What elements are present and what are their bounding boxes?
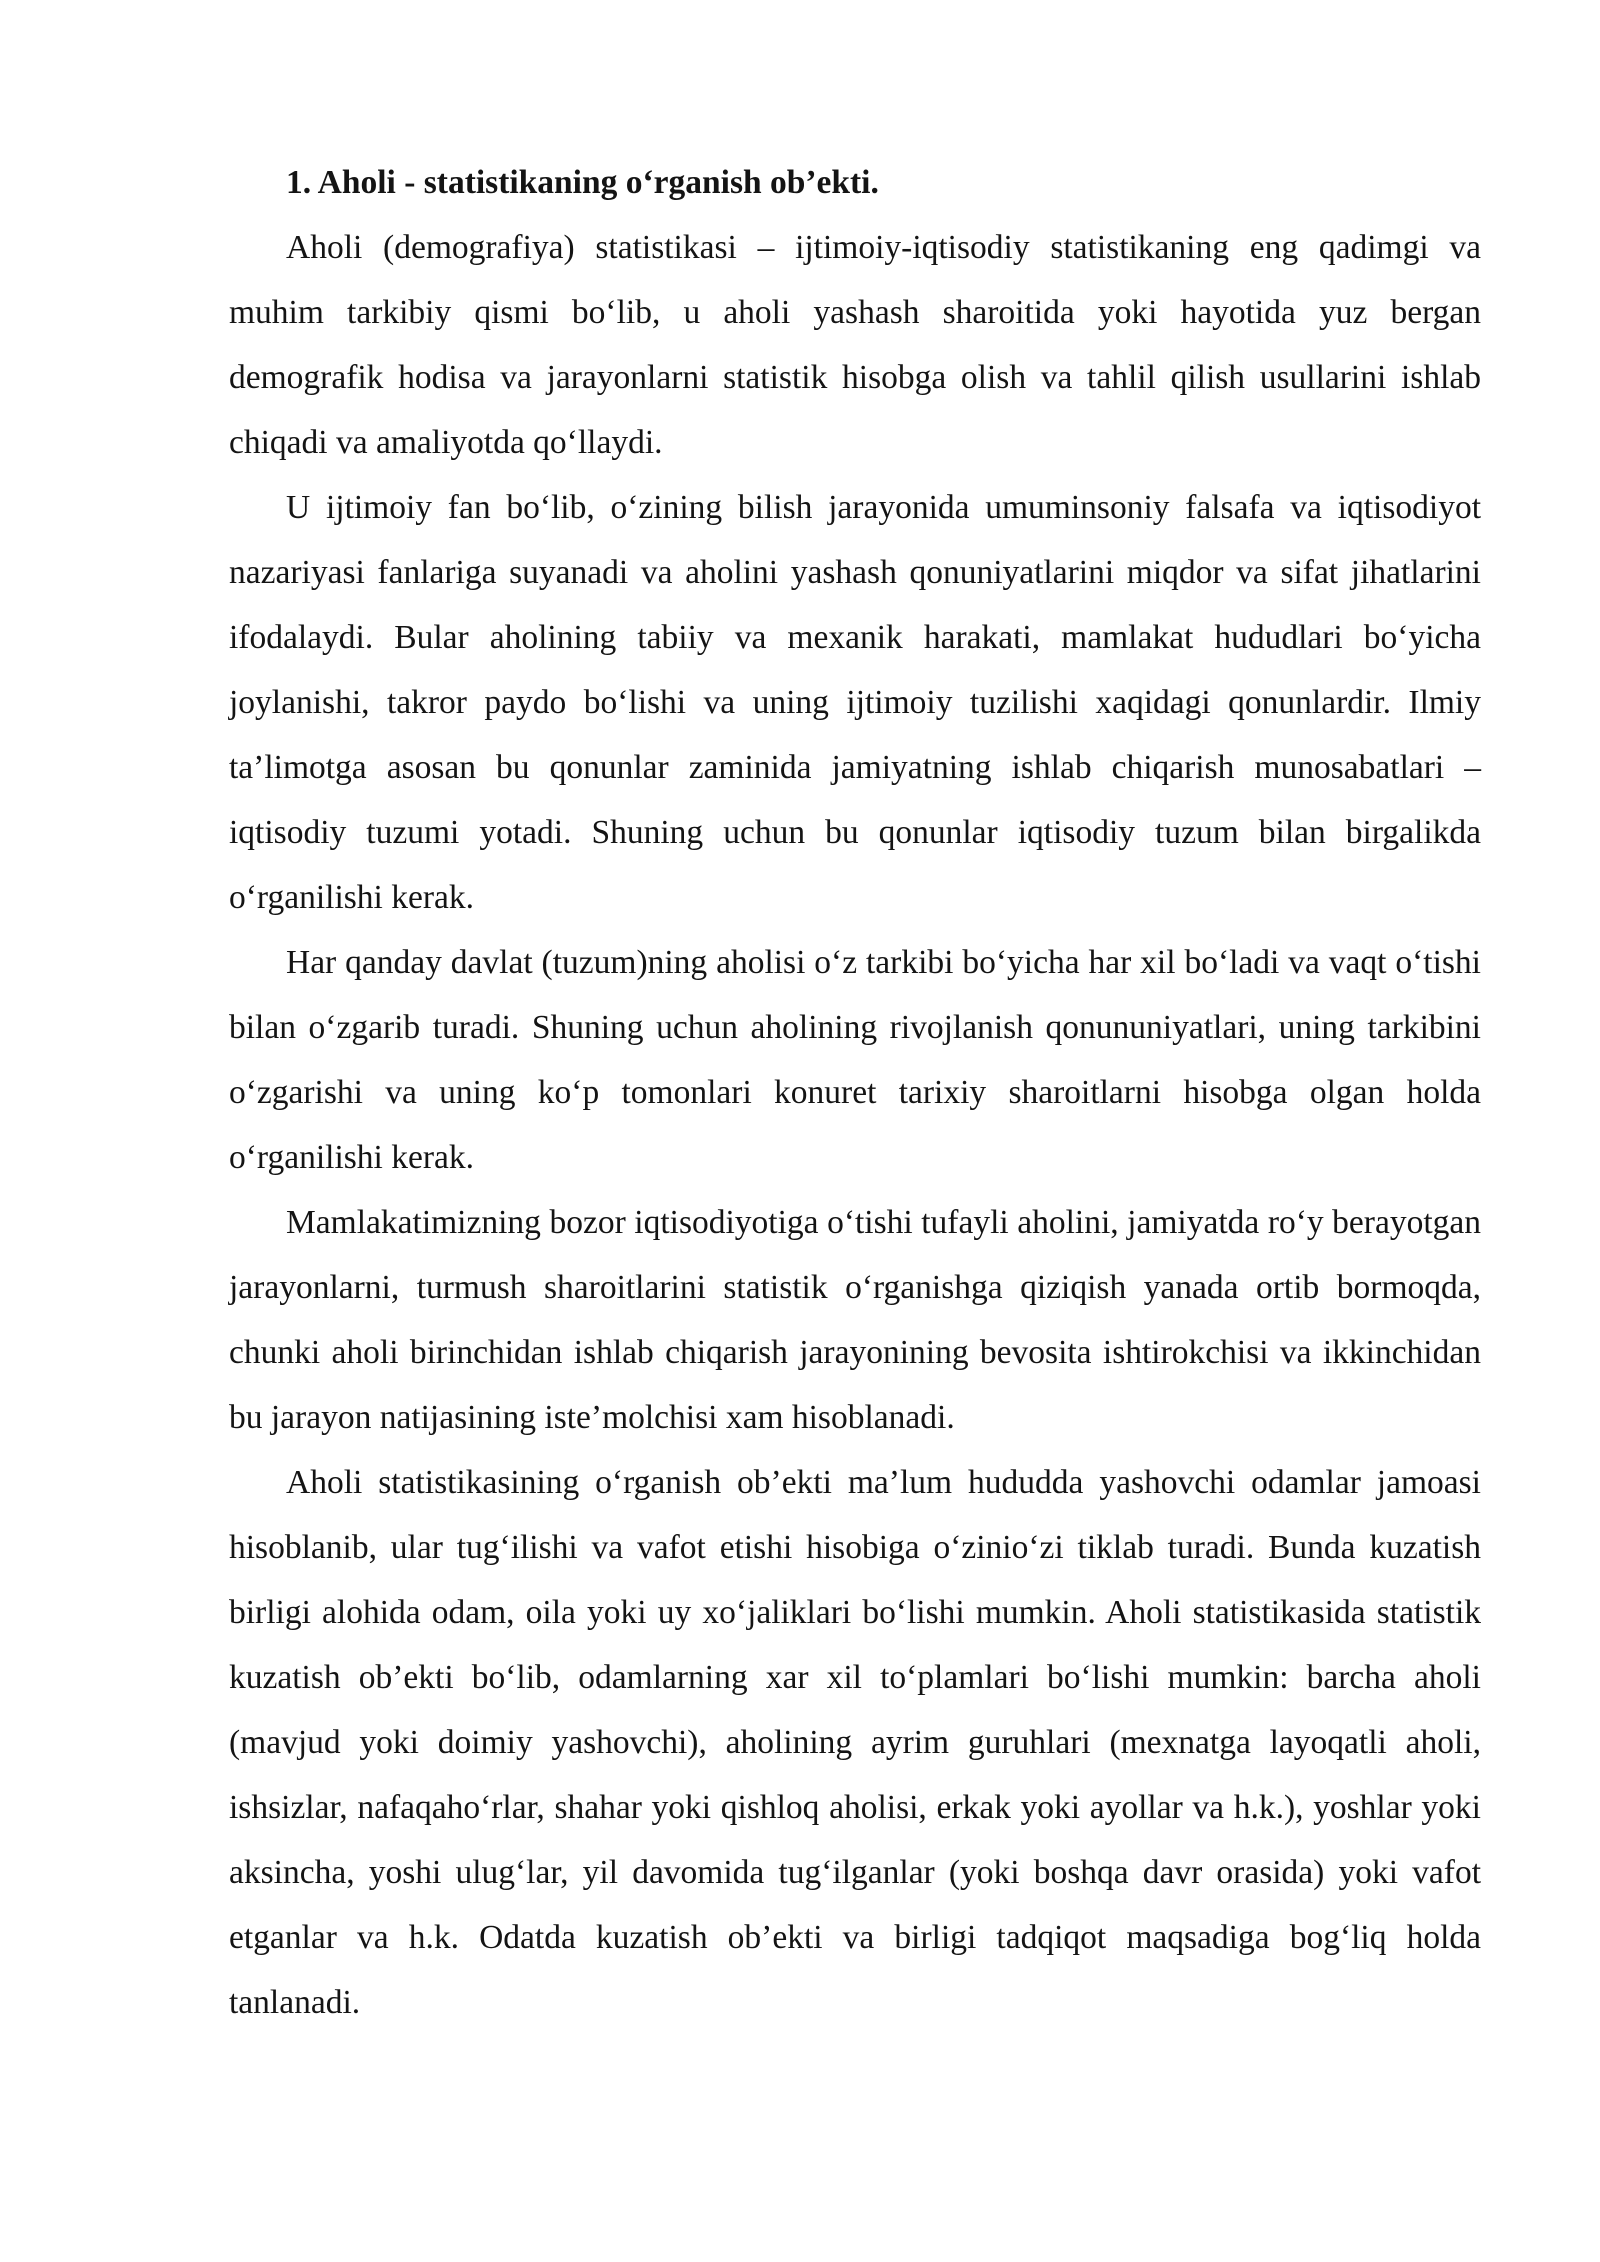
- paragraph: Aholi (demografiya) statistikasi – ijtimoiy-iqtisodiy statistikaning eng qadimgi va muhim tarkibiy qismi bo‘lib, u aholi yashash sharoitida yoki hayotida yuz bergan demografik hodisa va jarayonlarni statistik hisobga olish va tahlil qilish usullarini ishlab chiqadi va amaliyotda qo‘llaydi.: [229, 229, 1481, 461]
- paragraph: Mamlakatimizning bozor iqtisodiyotiga o‘tishi tufayli aholini, jamiyatda ro‘y berayotgan jarayonlarni, turmush sharoitlarini statistik o‘rganishga qiziqish yanada ortib bormoqda, chunki aholi birinchidan ishlab chiqarish jarayonining bevosita ishtirokchisi va ikkinchidan bu jarayon natijasining iste’molchisi xam hisoblanadi.: [229, 1204, 1481, 1436]
- paragraph: U ijtimoiy fan bo‘lib, o‘zining bilish jarayonida umuminsoniy falsafa va iqtisodiyot nazariyasi fanlariga suyanadi va aholini yashash qonuniyatlarini miqdor va sifat jihatlarini ifodalaydi. Bular aholining tabiiy va mexanik harakati, mamlakat hududlari bo‘yicha joylanishi, takror paydo bo‘lishi va uning ijtimoiy tuzilishi xaqidagi qonunlardir. Ilmiy ta’limotga asosan bu qonunlar zaminida jamiyatning ishlab chiqarish munosabatlari – iqtisodiy tuzumi yotadi. Shuning uchun bu qonunlar iqtisodiy tuzum bilan birgalikda o‘rganilishi kerak.: [229, 489, 1481, 916]
- paragraph: Har qanday davlat (tuzum)ning aholisi o‘z tarkibi bo‘yicha har xil bo‘ladi va vaqt o‘tishi bilan o‘zgarib turadi. Shuning uchun aholining rivojlanish qonununiyatlari, uning tarkibini o‘zgarishi va uning ko‘p tomonlari konuret tarixiy sharoitlarni hisobga olgan holda o‘rganilishi kerak.: [229, 944, 1481, 1176]
- document-page: [229, 150, 1481, 2035]
- paragraph: Aholi statistikasining o‘rganish ob’ekti ma’lum hududda yashovchi odamlar jamoasi hisoblanib, ular tug‘ilishi va vafot etishi hisobiga o‘zinio‘zi tiklab turadi. Bunda kuzatish birligi alohida odam, oila yoki uy xo‘jaliklari bo‘lishi mumkin. Aholi statistikasida statistik kuzatish ob’ekti bo‘lib, odamlarning xar xil to‘plamlari bo‘lishi mumkin: barcha aholi (mavjud yoki doimiy yashovchi), aholining ayrim guruhlari (mexnatga layoqatli aholi, ishsizlar, nafaqaho‘rlar, shahar yoki qishloq aholisi, erkak yoki ayollar va h.k.), yoshlar yoki aksincha, yoshi ulug‘lar, yil davomida tug‘ilganlar (yoki boshqa davr orasida) yoki vafot etganlar va h.k. Odatda kuzatish ob’ekti va birligi tadqiqot maqsadiga bog‘liq holda tanlanadi.: [229, 1464, 1481, 2021]
- section-heading: 1. Aholi - statistikaning o‘rganish ob’ekti.: [286, 164, 879, 201]
